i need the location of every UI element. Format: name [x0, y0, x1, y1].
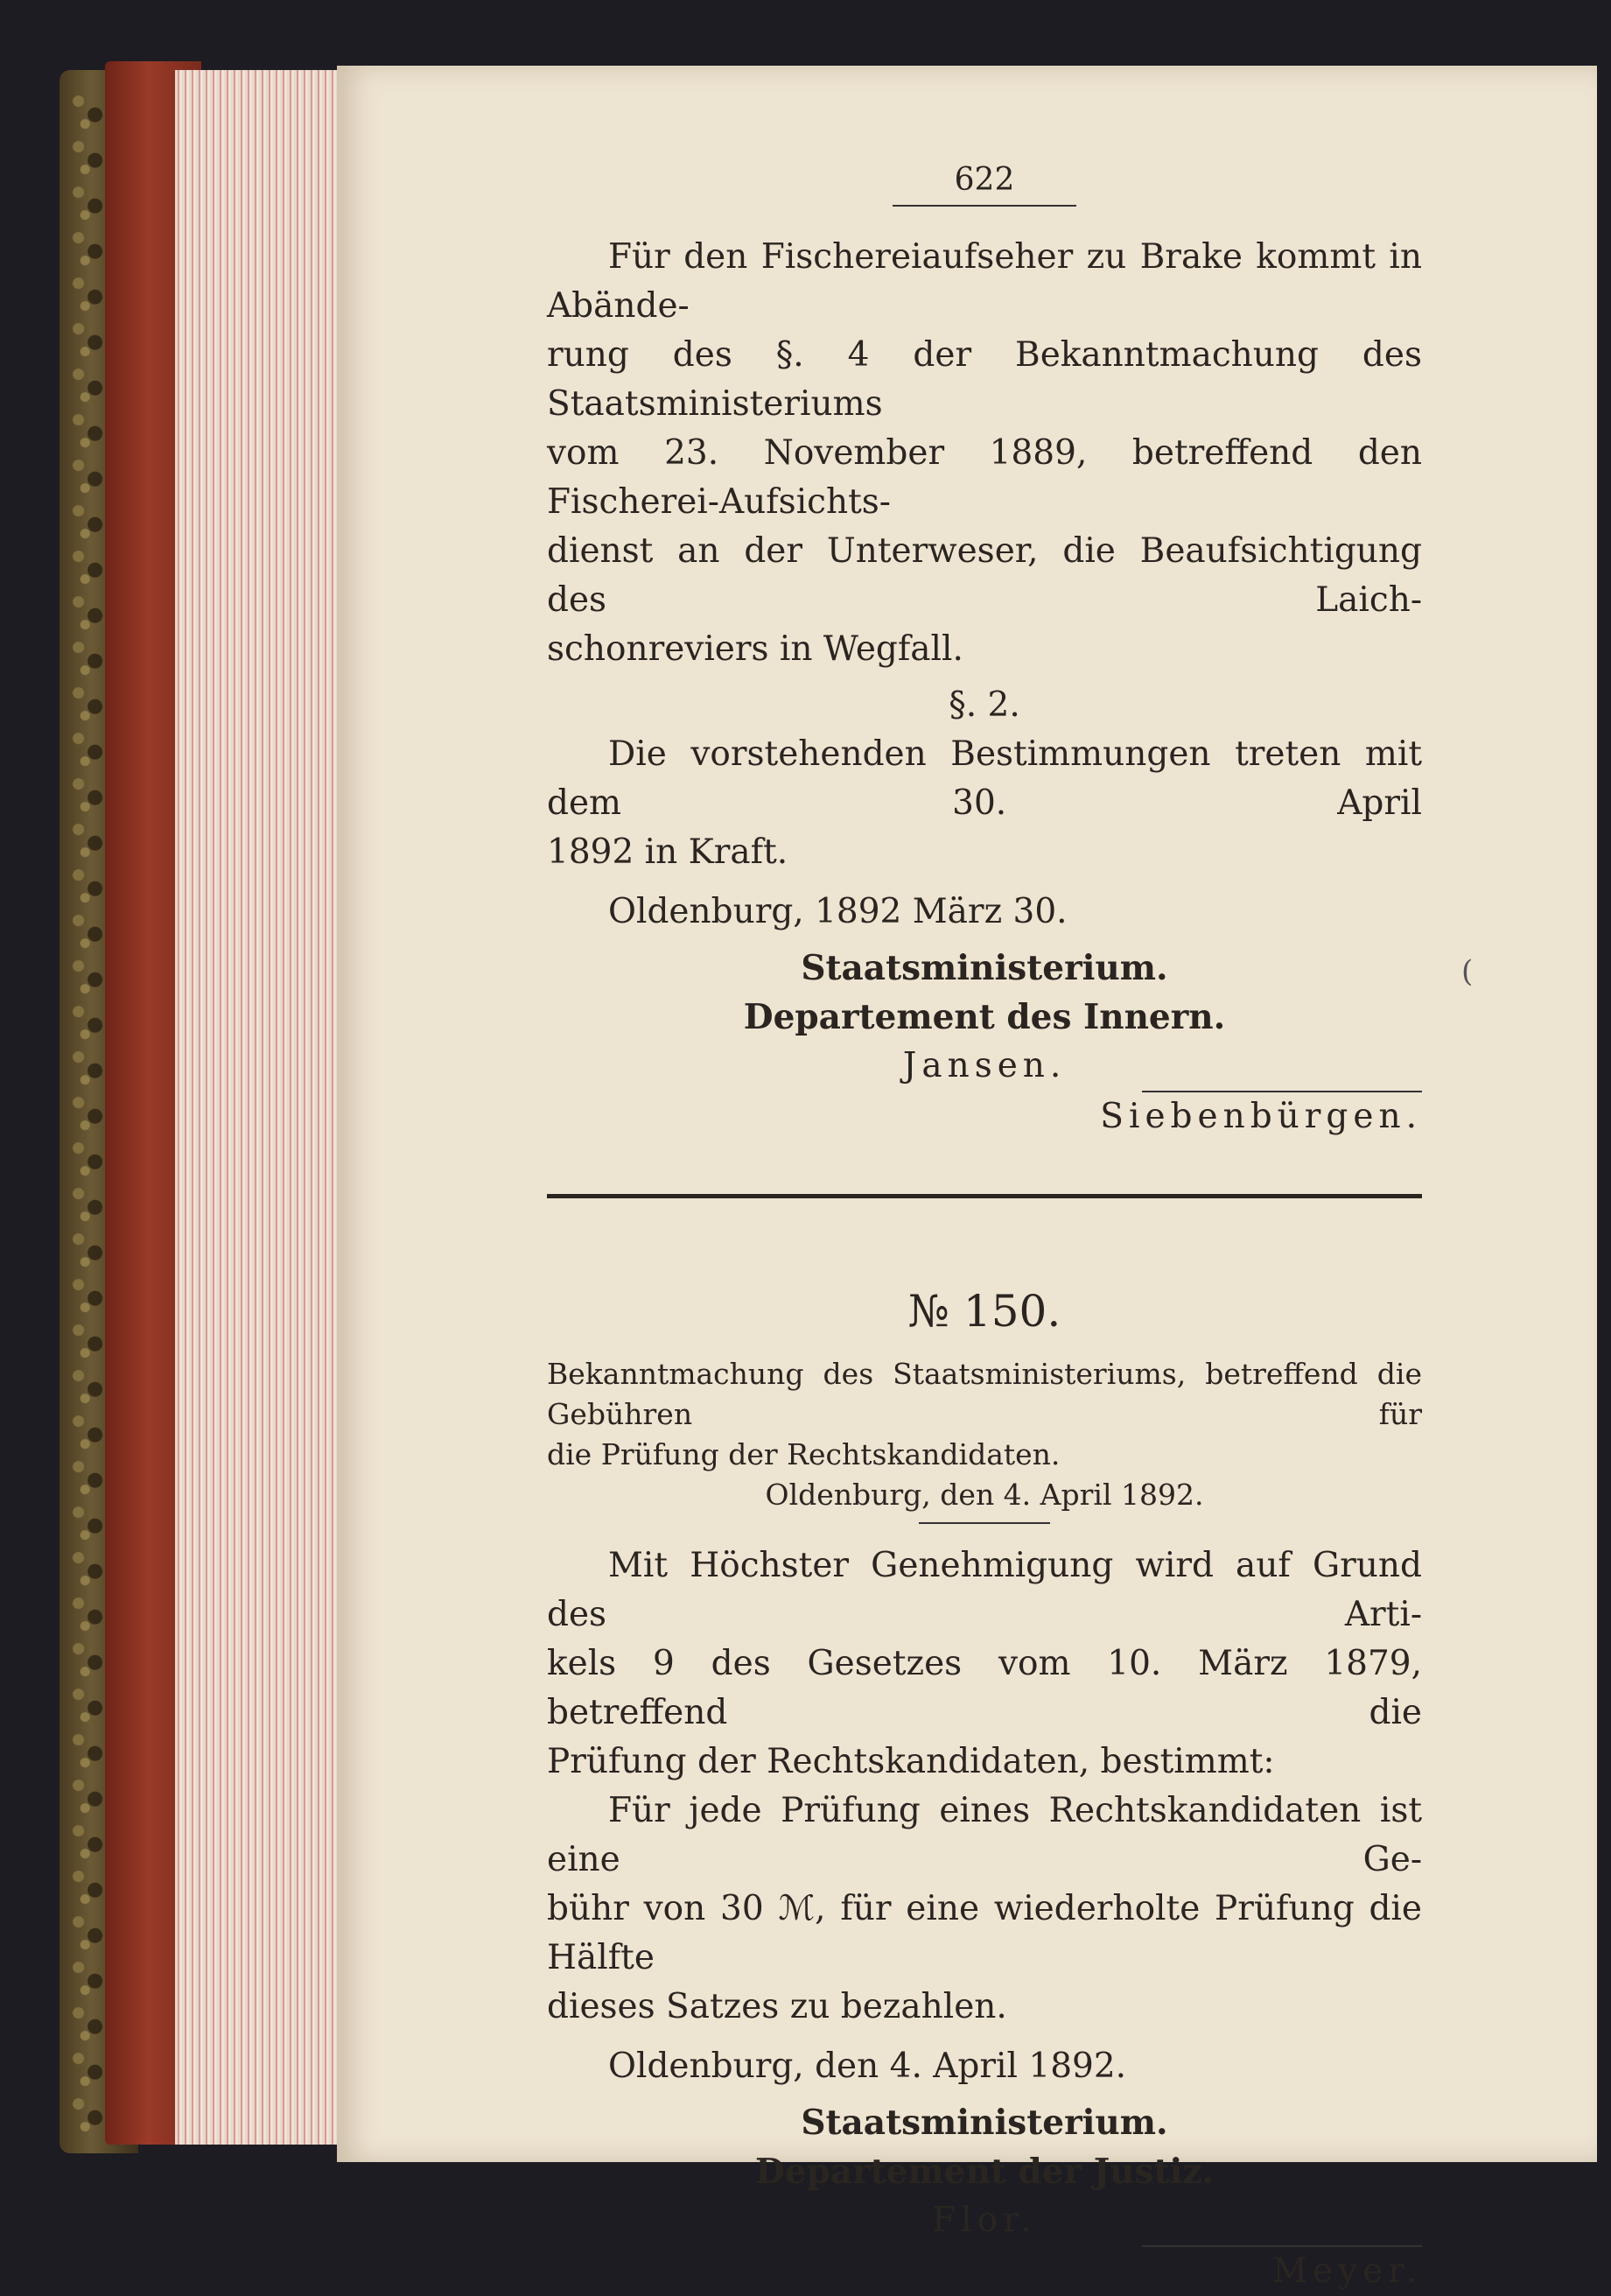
fee-line: Für jede Prüfung eines Rechtskandidaten ist eine Ge- [547, 1791, 1422, 1879]
subject-line: die Prüfung der Rechtskandidaten. [547, 1437, 1061, 1471]
provision-line: Die vorstehenden Bestimmungen treten mit dem 30. April [547, 734, 1422, 823]
paragraph-line: Für den Fischereiaufseher zu Brake kommt in Abände- [547, 237, 1422, 326]
body-line: kels 9 des Gesetzes vom 10. März 1879, betreffend die [547, 1644, 1422, 1732]
section-heading: §. 2. [949, 685, 1020, 725]
book-page [337, 66, 1597, 2291]
paragraph-line: schonreviers in Wegfall. [547, 629, 963, 669]
signer-name: Jansen. [902, 1046, 1067, 1085]
signer-name: Meyer. [1272, 2251, 1422, 2291]
page-edges [175, 70, 341, 2145]
fee-line: bühr von 30 ℳ, für eine wiederholte Prüfung die Hälfte [547, 1889, 1422, 1977]
page-content [547, 162, 1422, 2291]
subject-line: Bekanntmachung des Staatsministeriums, betreffend die Gebühren für [547, 1357, 1422, 1431]
paragraph-line: vom 23. November 1889, betreffend den Fischerei-Aufsichts- [547, 433, 1422, 522]
date-line: Oldenburg, den 4. April 1892. [608, 2047, 1127, 2086]
paragraph-line: rung des §. 4 der Bekanntmachung des Staatsministeriums [547, 335, 1422, 424]
signer-name: Flor. [932, 2201, 1037, 2240]
ministry-heading: Staatsministerium. [801, 948, 1168, 988]
body-line: Prüfung der Rechtskandidaten, bestimmt: [547, 1742, 1275, 1781]
date-line: Oldenburg, 1892 März 30. [608, 892, 1068, 931]
department-heading: Departement der Justiz. [754, 2152, 1215, 2192]
ministry-heading: Staatsministerium. [801, 2103, 1168, 2143]
margin-mark: ( [1461, 954, 1474, 989]
issue-date: Oldenburg, den 4. April 1892. [765, 1478, 1204, 1512]
announcement-number: № 150. [907, 1286, 1061, 1337]
fee-line: dieses Satzes zu bezahlen. [547, 1987, 1007, 2026]
paragraph-line: dienst an der Unterweser, die Beaufsichtigung des Laich- [547, 531, 1422, 620]
signer-name: Siebenbürgen. [1100, 1097, 1422, 1136]
page-number: 622 [954, 162, 1015, 198]
department-heading: Departement des Innern. [743, 997, 1226, 1037]
body-line: Mit Höchster Genehmigung wird auf Grund des Arti- [547, 1546, 1422, 1634]
provision-line: 1892 in Kraft. [547, 832, 788, 872]
